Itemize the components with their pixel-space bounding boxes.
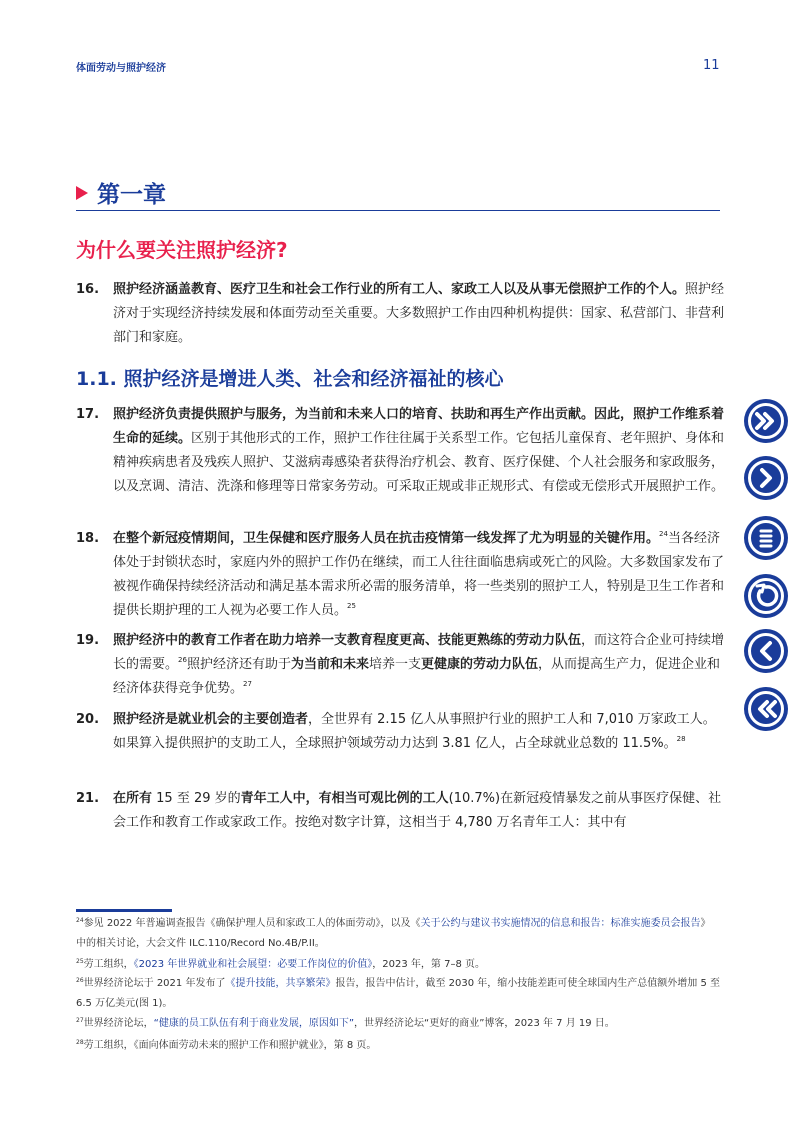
- paragraph-text: 照护经济对于实现经济持续发展和体面劳动至关重要。大多数照护工作由四种机构提供：国家、私营部门、非营利部门和家庭。: [113, 282, 725, 345]
- paragraph-number: 16.: [76, 282, 100, 297]
- footnote-ref[interactable]: 27: [243, 680, 252, 688]
- paragraph-16: [76, 278, 726, 350]
- footnote-text: 参见 2022 年普遍调查报告《确保护理人员和家政工人的体面劳动》，以及《: [83, 918, 421, 929]
- footnote-mark: 28: [76, 1039, 84, 1046]
- next-page-button[interactable]: [744, 456, 788, 500]
- section-heading: 为什么要关注照护经济?: [76, 238, 288, 262]
- next-page-icon: [744, 456, 788, 500]
- table-of-contents-button[interactable]: [744, 516, 788, 560]
- footnote-text: 劳工组织，: [83, 959, 134, 970]
- first-page-icon: [744, 399, 788, 443]
- footnote-divider: [76, 909, 172, 912]
- back-icon: [744, 574, 788, 618]
- footnote-ref[interactable]: 28: [676, 735, 686, 743]
- page-number: 11: [703, 58, 720, 73]
- paragraph-17: [76, 403, 726, 499]
- subsection-heading: 1.1. 照护经济是增进人类、社会和经济福祉的核心: [76, 368, 504, 390]
- footnote-text: 》中的相关讨论，大会文件 ILC.110/Record No.4B/P.II。: [76, 918, 711, 949]
- paragraph-text: 当各经济体处于封锁状态时，家庭内外的照护工作仍在继续，而工人往往面临患病或死亡的风险。大多数国家发布了被视作确保持续经济活动和满足基本需求所必需的服务清单，将一些类别的照护工人，特别是卫生工作者和提供长期护理的工人视为必要工作人员。: [113, 531, 725, 618]
- footnote-mark: 25: [76, 958, 84, 965]
- previous-page-icon: [744, 629, 788, 673]
- paragraph-text: 培养一支: [368, 657, 421, 672]
- paragraph-number: 19.: [76, 633, 100, 648]
- footnote-link[interactable]: “健康的员工队伍有利于商业发展，原因如下”: [153, 1018, 355, 1029]
- paragraph-text: ，全世界有 2.15 亿人从事照护行业的照护工人和 7,010 万家政工人。如果算入提供照护的支助工人，全球照护领域劳动力达到 3.81 亿人，占全球就业总数的 11.5%。: [113, 712, 716, 751]
- paragraph-lead: 照护经济负责提供照护与服务，为当前和未来人口的培育、扶助和再生产作出贡献。因此，照护工作维系着生命的延续。: [113, 407, 725, 446]
- back-button[interactable]: [744, 574, 788, 618]
- footnote-25: [76, 955, 720, 975]
- footnote-ref[interactable]: 25: [347, 602, 356, 610]
- paragraph-18: [76, 527, 726, 623]
- footnote-28: [76, 1036, 720, 1056]
- footnote-text: 报告，报告中估计，截至 2030 年，缩小技能差距可使全球国内生产总值额外增加 5 至 6.5 万亿美元(图 1)。: [76, 978, 720, 1009]
- paragraph-lead: 在所有: [113, 791, 153, 806]
- footnote-text: 劳工组织，《面向体面劳动未来的照护工作和照护就业》，第 8 页。: [83, 1040, 377, 1051]
- first-page-button[interactable]: [744, 399, 788, 443]
- paragraph-text: ，而这符合企业可持续增长的需要。: [113, 633, 725, 672]
- paragraph-20: [76, 708, 726, 756]
- footnote-26: [76, 974, 720, 1014]
- footnote-text: 世界经济论坛，: [83, 1018, 154, 1029]
- paragraph-lead: 照护经济中的教育工作者在助力培养一支教育程度更高、技能更熟练的劳动力队伍: [113, 633, 582, 648]
- paragraph-emphasis: 为当前和未来: [290, 657, 369, 672]
- footnote-24: [76, 914, 720, 954]
- paragraph-text: ，从而提高生产力，促进企业和经济体获得竞争优势。: [113, 657, 721, 696]
- last-page-button[interactable]: [744, 687, 788, 731]
- paragraph-text: 区别于其他形式的工作，照护工作往往属于关系型工作。它包括儿童保育、老年照护、身体和精神疾病患者及残疾人照护、艾滋病毒感染者获得治疗机会、教育、医疗保健、个人社会服务和家政服务，以及烹调、清洁、洗涤和修理等日常家务劳动。可采取正规或非正规形式、有偿或无偿形式开展照护工作。: [113, 431, 725, 494]
- footnote-mark: 27: [76, 1017, 84, 1024]
- footnote-link[interactable]: 《提升技能，共享繁荣》: [225, 978, 336, 989]
- chapter-marker-icon: [76, 186, 88, 200]
- paragraph-number: 18.: [76, 531, 100, 546]
- paragraph-lead: 照护经济是就业机会的主要创造者: [113, 712, 309, 727]
- paragraph-lead: 照护经济涵盖教育、医疗卫生和社会工作行业的所有工人、家政工人以及从事无偿照护工作的个人。: [113, 282, 686, 297]
- paragraph-text: (10.7%)在新冠疫情暴发之前从事医疗保健、社会工作和教育工作或家政工作。按绝对数字计算，这相当于 4,780 万名青年工人：其中有: [113, 791, 722, 830]
- footnote-mark: 26: [76, 977, 84, 984]
- paragraph-number: 20.: [76, 712, 100, 727]
- footnote-ref[interactable]: 26: [178, 656, 187, 664]
- paragraph-19: [76, 629, 726, 701]
- paragraph-text: 照护经济还有助于: [186, 657, 291, 672]
- footnote-text: 世界经济论坛于 2021 年发布了: [83, 978, 226, 989]
- footnote-text: ，世界经济论坛“更好的商业”博客，2023 年 7 月 19 日。: [354, 1018, 615, 1029]
- chapter-divider: [76, 210, 720, 211]
- paragraph-number: 17.: [76, 407, 100, 422]
- paragraph-text: 15 至 29 岁的: [152, 791, 241, 806]
- chapter-title: 第一章: [97, 182, 166, 208]
- footnote-mark: 24: [76, 917, 84, 924]
- footnote-link[interactable]: 《2023 年世界就业和社会展望：必要工作岗位的价值》: [133, 959, 373, 970]
- footnote-text: ，2023 年，第 7–8 页。: [372, 959, 485, 970]
- footnote-27: [76, 1014, 720, 1034]
- table-of-contents-icon: [744, 516, 788, 560]
- paragraph-number: 21.: [76, 791, 100, 806]
- paragraph-21: [76, 787, 726, 835]
- chapter-heading: [76, 176, 166, 209]
- last-page-icon: [744, 687, 788, 731]
- footnote-ref[interactable]: 24: [659, 530, 668, 538]
- paragraph-emphasis: 更健康的劳动力队伍: [420, 657, 538, 672]
- previous-page-button[interactable]: [744, 629, 788, 673]
- paragraph-emphasis: 青年工人中，有相当可观比例的工人: [240, 791, 449, 806]
- running-title: 体面劳动与照护经济: [76, 63, 166, 74]
- paragraph-lead: 在整个新冠疫情期间，卫生保健和医疗服务人员在抗击疫情第一线发挥了尤为明显的关键作用。: [113, 531, 660, 546]
- footnote-link[interactable]: 关于公约与建议书实施情况的信息和报告：标准实施委员会报告: [420, 918, 701, 929]
